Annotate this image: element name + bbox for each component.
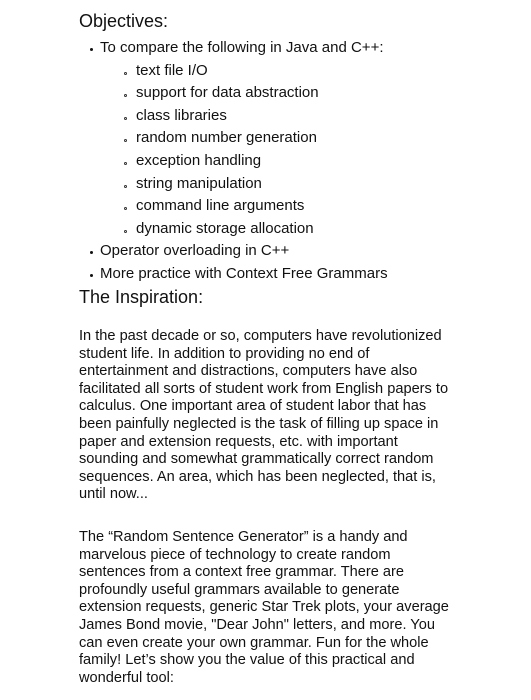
objective-label: To compare the following in Java and C++: — [100, 39, 384, 56]
objective-label: More practice with Context Free Grammars — [100, 264, 388, 282]
list-item — [88, 240, 388, 263]
list-item: class libraries — [100, 105, 388, 128]
inspiration-heading: The Inspiration: — [79, 287, 204, 307]
list-item: string manipulation — [100, 173, 388, 196]
list-item: support for data abstraction — [100, 82, 388, 105]
comparison-sublist — [100, 60, 388, 241]
list-item: random number generation — [100, 127, 388, 150]
inspiration-paragraph-2: The “Random Sentence Generator” is a handy and marvelous piece of technology to create random sentences from a context free grammar. There are profoundly useful grammars available to generate extension requests, generic Star Trek plots, your average James Bond movie, "Dear John" letters, and more. You can even create your own grammar. Fun for the whole family! Let’s show you the value of this practical and wonderful tool: — [79, 529, 449, 686]
list-item: exception handling — [100, 150, 388, 173]
list-item — [88, 263, 388, 286]
list-item — [88, 37, 388, 240]
inspiration-paragraph-1: In the past decade or so, computers have revolutionized student life. In addition to providing no end of entertainment and distractions, computers have also facilitated all sorts of student work from English papers to calculus. One important area of student labor that has been painfully neglected is the task of filling up space in paper and extension requests, etc. with important sounding and somewhat grammatically correct random sequences. An area, which has been neglected, that is, until now... — [79, 328, 449, 503]
objectives-heading: Objectives: — [79, 11, 169, 31]
objective-label: Operator overloading in C++ — [100, 242, 290, 260]
list-item: text file I/O — [100, 60, 388, 83]
list-item: command line arguments — [100, 195, 388, 218]
objectives-list — [88, 37, 388, 286]
list-item: dynamic storage allocation — [100, 218, 388, 241]
